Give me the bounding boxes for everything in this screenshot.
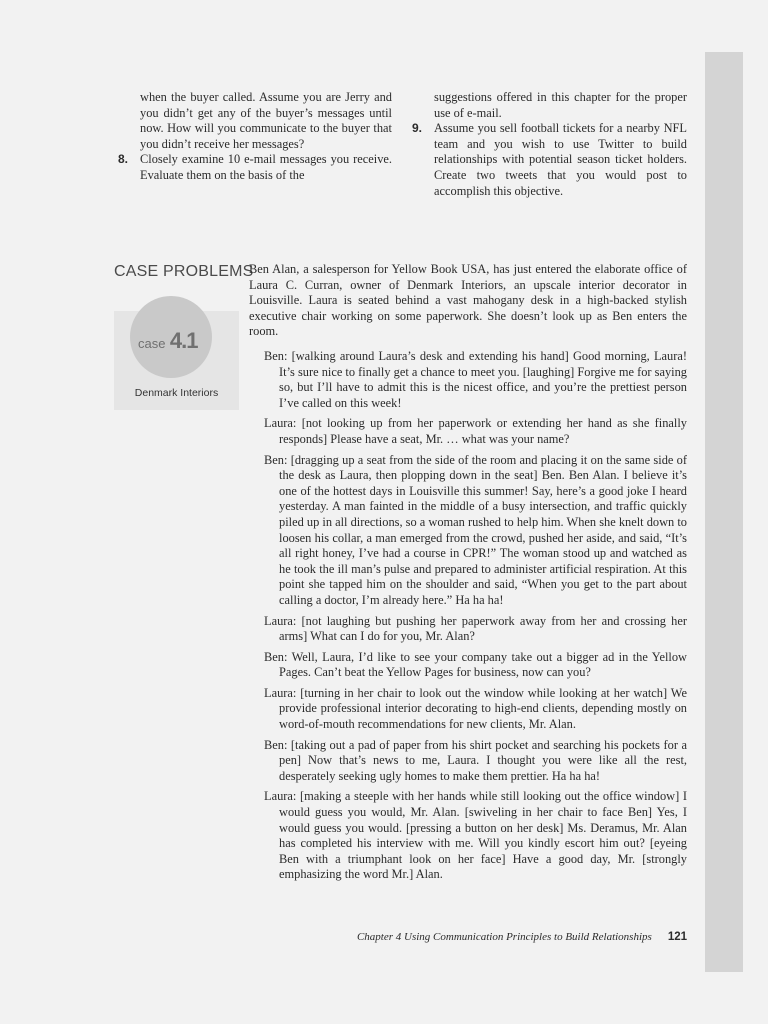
chapter-title: Chapter 4 Using Communication Principles to Build Relationships xyxy=(356,931,652,943)
questions-column-left xyxy=(118,90,392,184)
dialogue-text: [dragging up a seat from the side of the room and placing it on the same side of the desk as Laura, then plopping down in the seat] Ben. Ben Alan. I believe it’s one of the hottest days in Louisville this summer! Say, here’s a good joke I heard yesterday. A man fainted in the middle of a busy intersection, and traffic quickly piled up in all directions, so a woman rushed to help him. When she knelt down to loosen his collar, a man emerged from the crowd, pushed her aside, and said, “It’s all right honey, I’ve had a course in CPR!” The woman stood up and watched as he took the ill man’s pulse and prepared to administer artificial respiration. At this point she tapped him on the shoulder and said, “When you get to the part about calling a doctor, I’m already here.” Ha ha ha! xyxy=(279,452,687,607)
question-text: Closely examine 10 e-mail messages you receive. Evaluate them on the basis of the xyxy=(140,152,392,182)
case-word: case xyxy=(138,336,166,351)
dialogue-text: [not laughing but pushing her paperwork away from her and crossing her arms] What can I do for you, Mr. Alan? xyxy=(279,613,687,644)
dialogue-text: [turning in her chair to look out the window while looking at her watch] We provide professional interior decorating to high-end clients, depending mostly on word-of-mouth recommendations for new clients, Mr. Alan. xyxy=(279,685,687,732)
dialogue-line xyxy=(264,614,687,645)
dialogue-line xyxy=(264,453,687,609)
case-intro-paragraph: Ben Alan, a salesperson for Yellow Book USA, has just entered the elaborate office of Laura C. Curran, owner of Denmark Interiors, an upscale interior decorator in Louisville. Laura is seated behind a vast mahogany desk in a high-backed stylish executive chair working on some paperwork. She doesn’t look up as Ben enters the room. xyxy=(249,262,687,339)
speaker: Laura: xyxy=(264,789,297,804)
dialogue-line xyxy=(264,789,687,883)
dialogue-line xyxy=(264,738,687,785)
speaker: Ben: xyxy=(264,737,288,752)
dialogue-line xyxy=(264,650,687,681)
speaker: Ben: xyxy=(264,649,288,664)
question-9 xyxy=(412,121,687,199)
question-number: 9. xyxy=(412,121,423,136)
case-number-label xyxy=(138,328,198,354)
dialogue-text: Well, Laura, I’d like to see your company take out a bigger ad in the Yellow Pages. Can’t beat the Yellow Pages for business, now can you? xyxy=(279,649,688,680)
speaker: Laura: xyxy=(264,416,297,431)
case-number: 4.1 xyxy=(169,328,198,353)
case-dialogue xyxy=(264,349,687,888)
margin-sidebar xyxy=(705,52,743,972)
dialogue-text: [making a steeple with her hands while still looking out the office window] I would guess you would, Mr. Alan. [swiveling in her chair to face Ben] Yes, I would guess you would. [pressing a button on her desk] Ms. Deramus, Mr. Alan has completed his interview with me. Will you kindly escort him out? [eyeing Ben with a triumphant look on her face] Have a good day, Mr. [strongly emphasizing the word Mr.] Alan. xyxy=(279,789,687,882)
page-number: 121 xyxy=(667,931,687,943)
question-text: Assume you sell football tickets for a nearby NFL team and you wish to use Twitter to build relationships with potential season ticket holders. Create two tweets that you would post to accomplish this objective. xyxy=(434,121,687,198)
dialogue-text: [taking out a pad of paper from his shirt pocket and searching his pockets for a pen] Now that’s news to me, Laura. I thought you were like all the rest, desperately seeking ugly homes to make them prettier. Ha ha ha! xyxy=(279,737,687,783)
dialogue-line xyxy=(264,416,687,447)
dialogue-text: [not looking up from her paperwork or extending her hand as she finally responds] Please have a seat, Mr. … what was your name? xyxy=(279,416,687,446)
question-8-continued: suggestions offered in this chapter for the proper use of e-mail. xyxy=(434,90,687,120)
speaker: Laura: xyxy=(264,613,297,628)
questions-column-right xyxy=(412,90,687,199)
dialogue-text: [walking around Laura’s desk and extending his hand] Good morning, Laura! It’s sure nice to finally get a chance to meet you. [laughing] Forgive me for saying so, but I’ll have to admit this is the nicest office, and you’re the prettiest person I’ve called on this week! xyxy=(279,349,687,410)
speaker: Laura: xyxy=(264,685,297,700)
dialogue-line xyxy=(264,686,687,733)
case-title: Denmark Interiors xyxy=(134,387,219,399)
page-footer xyxy=(250,931,687,943)
question-number: 8. xyxy=(118,152,129,167)
question-7-continued: when the buyer called. Assume you are Jerry and you didn’t get any of the buyer’s messages until now. How will you communicate to the buyer that you didn’t receive her messages? xyxy=(140,90,392,151)
speaker: Ben: xyxy=(264,452,288,467)
speaker: Ben: xyxy=(264,349,288,363)
dialogue-line xyxy=(264,349,687,411)
question-8 xyxy=(118,152,392,183)
case-problems-heading: CASE PROBLEMS xyxy=(114,263,254,280)
